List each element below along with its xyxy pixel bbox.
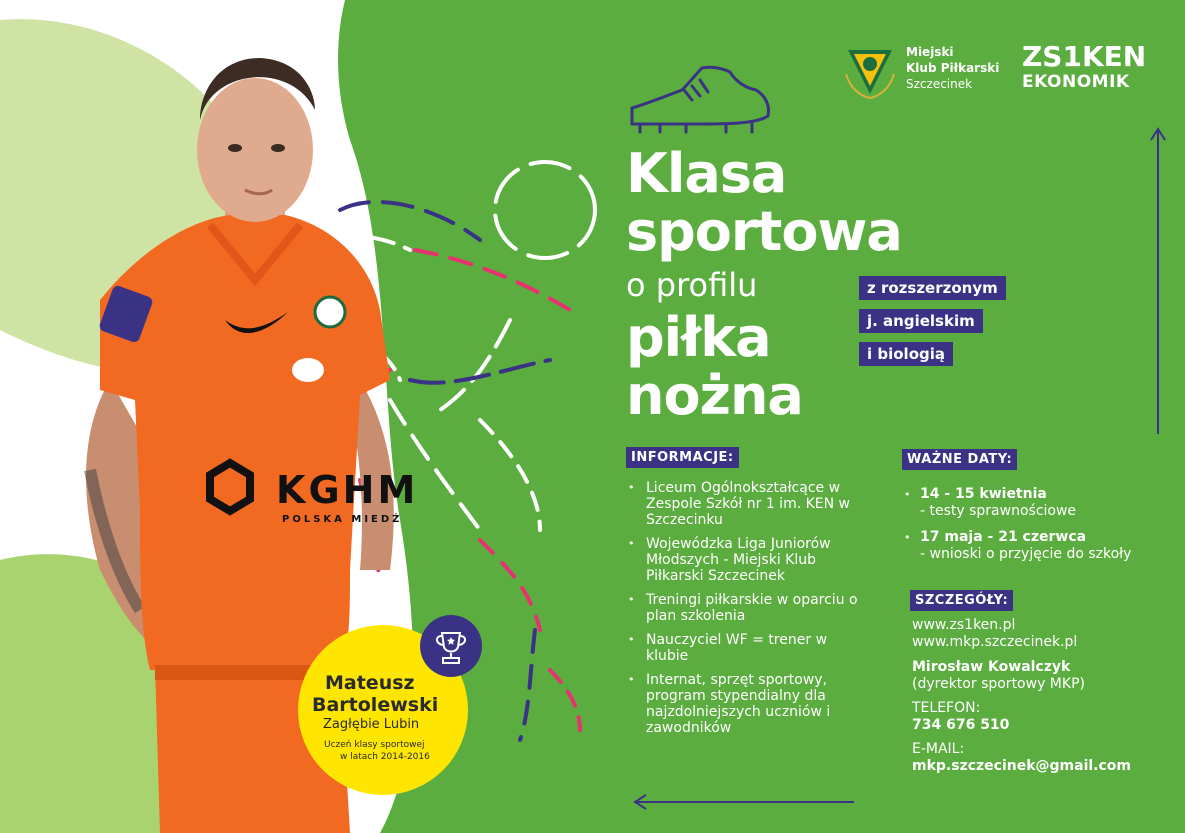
wazne-daty-label: WAŻNE DATY: (902, 449, 1017, 470)
arrow-left-icon (632, 792, 856, 812)
school-logo-line1: ZS1KEN (1022, 40, 1147, 73)
title-line1: Klasa (626, 142, 787, 205)
player-club: Zagłębie Lubin (323, 717, 420, 732)
club-crest-icon (842, 44, 898, 100)
extension-tag-2: j. angielskim (859, 309, 983, 333)
player-note-line2: w latach 2014-2016 (340, 752, 430, 762)
trophy-badge (420, 615, 482, 677)
info-item: • Wojewódzka Liga Juniorów Młodszych - Miejski Klub Piłkarski Szczecinek (626, 536, 866, 584)
email-label: E-MAIL: (912, 741, 965, 757)
email-address[interactable]: mkp.szczecinek@gmail.com (912, 758, 1132, 774)
arrow-up-icon (1148, 126, 1168, 436)
school-logo-line2: EKONOMIK (1022, 72, 1130, 92)
extension-tag-3: i biologią (859, 342, 953, 366)
shirt-sponsor-text: KGHM (276, 468, 419, 512)
szczegoly-label: SZCZEGÓŁY: (910, 590, 1013, 611)
date-range: 17 maja - 21 czerwca (920, 529, 1087, 545)
player-last-name: Bartolewski (312, 694, 439, 716)
date-item (902, 529, 1172, 563)
website-link-1[interactable]: www.zs1ken.pl (912, 617, 1016, 633)
phone-label: TELEFON: (912, 700, 981, 716)
info-item: • Nauczyciel WF = trener w klubie (626, 632, 866, 664)
contact-person-name: Mirosław Kowalczyk (912, 659, 1071, 675)
wazne-daty-list (902, 486, 1172, 572)
info-item: • Treningi piłkarskie w oparciu o plan szkolenia (626, 592, 866, 624)
date-range: 14 - 15 kwietnia (920, 486, 1047, 502)
date-item (902, 486, 1172, 520)
website-link-2[interactable]: www.mkp.szczecinek.pl (912, 634, 1078, 650)
trophy-icon (420, 615, 482, 677)
info-item: • Liceum Ogólnokształcące w Zespole Szkół nr 1 im. KEN w Szczecinku (626, 480, 866, 528)
phone-number[interactable]: 734 676 510 (912, 717, 1010, 733)
date-desc: - testy sprawnościowe (920, 503, 1077, 519)
informacje-list (626, 480, 866, 744)
extension-tag-1: z rozszerzonym (859, 276, 1006, 300)
club-name-line1: Miejski (906, 45, 954, 59)
title-line5: nożna (626, 364, 803, 427)
title-line3: o profilu (626, 266, 758, 304)
club-name-line2: Klub Piłkarski (906, 61, 1000, 75)
title-line4: piłka (626, 306, 771, 369)
date-desc: - wnioski o przyjęcie do szkoły (920, 546, 1132, 562)
shirt-sponsor-subtext: POLSKA MIEDŹ (282, 514, 403, 525)
player-note-line1: Uczeń klasy sportowej (324, 740, 425, 750)
club-name-line3: Szczecinek (906, 77, 973, 91)
informacje-label: INFORMACJE: (626, 447, 739, 468)
title-line2: sportowa (626, 200, 902, 263)
info-item: • Internat, sprzęt sportowy, program stypendialny dla najzdolniejszych uczniów i zawodników (626, 672, 866, 736)
contact-person-role: (dyrektor sportowy MKP) (912, 676, 1085, 692)
player-first-name: Mateusz (325, 672, 415, 694)
star-icon (447, 637, 455, 645)
football-boot-icon (626, 62, 774, 136)
